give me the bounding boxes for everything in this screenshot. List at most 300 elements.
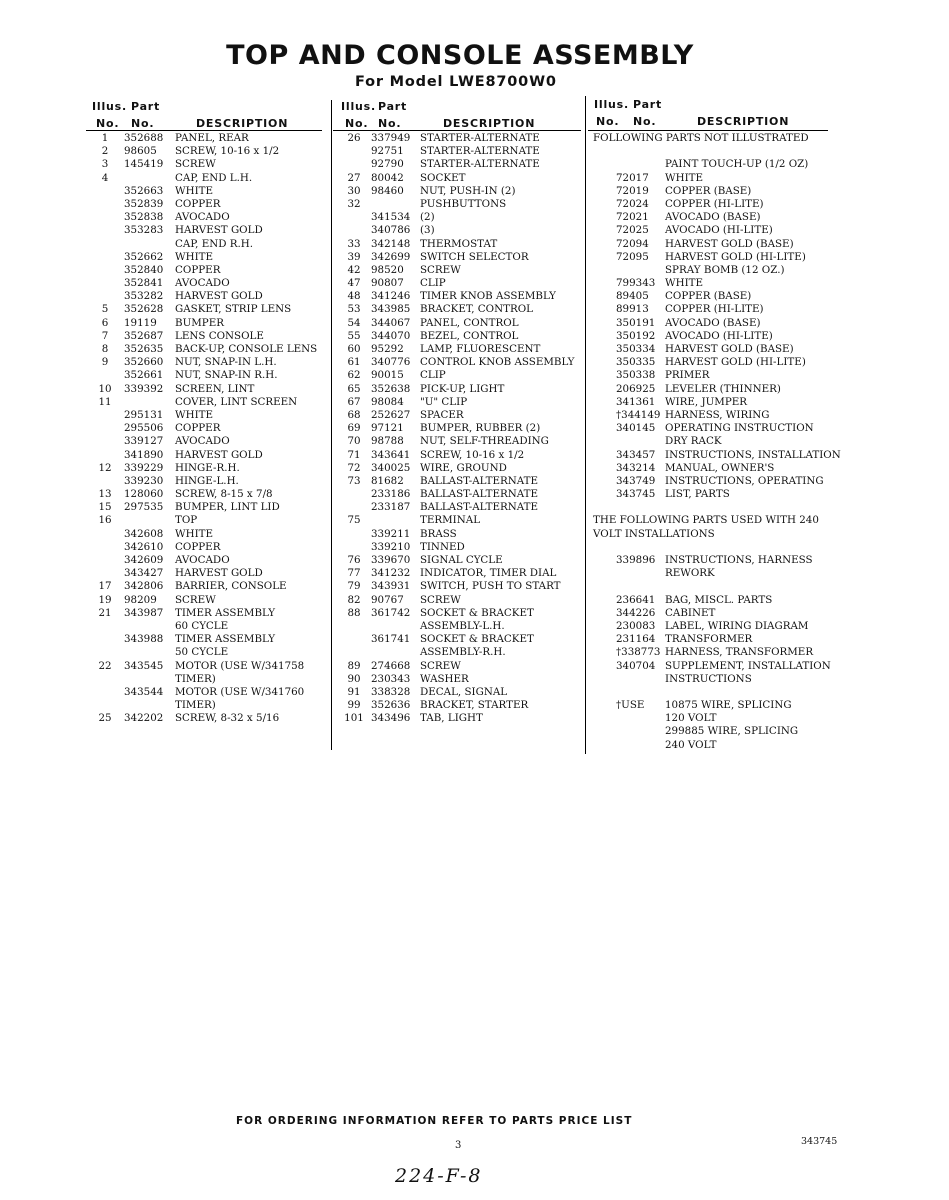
illus-number: 9 xyxy=(101,356,109,369)
part-description: CAP, END R.H. xyxy=(175,237,254,250)
parts-row xyxy=(588,317,833,330)
part-description: INSTRUCTIONS, OPERATING xyxy=(665,474,824,487)
parts-row xyxy=(588,448,841,462)
parts-row xyxy=(588,303,833,316)
illus-number: 68 xyxy=(347,408,361,421)
parts-row xyxy=(588,514,833,527)
parts-row xyxy=(86,409,326,422)
parts-row xyxy=(86,343,326,356)
parts-list xyxy=(588,132,841,752)
parts-row xyxy=(588,488,833,501)
part-number: 230083 xyxy=(616,619,656,632)
part-number: 350192 xyxy=(616,329,656,342)
parts-row xyxy=(86,435,326,448)
parts-row xyxy=(333,303,585,316)
part-description: HARVEST GOLD xyxy=(175,224,263,237)
parts-row xyxy=(333,251,585,264)
part-number: 80042 xyxy=(371,171,404,184)
part-number: 72094 xyxy=(616,237,649,250)
part-description: LENS CONSOLE xyxy=(175,329,264,342)
illus-number: 5 xyxy=(101,303,109,316)
parts-row xyxy=(588,594,833,607)
part-description: SUPPLEMENT, INSTALLATION xyxy=(665,659,831,672)
part-description: TIMER ASSEMBLY xyxy=(175,633,275,646)
parts-row xyxy=(588,172,833,185)
part-description: SCREW xyxy=(175,158,216,171)
part-description: COPPER xyxy=(175,197,221,210)
part-number: 97121 xyxy=(371,422,404,435)
parts-row xyxy=(333,330,585,343)
parts-row xyxy=(86,356,326,369)
parts-row xyxy=(333,567,585,580)
part-description: INSTRUCTIONS, INSTALLATION xyxy=(665,448,841,461)
parts-row xyxy=(333,488,585,501)
part-description: 240 VOLT xyxy=(665,738,717,751)
parts-row xyxy=(588,739,833,752)
part-number: 344067 xyxy=(371,316,411,329)
part-description: (2) xyxy=(420,211,435,224)
part-description: STARTER-ALTERNATE xyxy=(420,132,540,144)
part-description: TIMER) xyxy=(175,672,216,685)
illus-number: 67 xyxy=(347,395,361,408)
parts-row xyxy=(333,475,585,488)
part-number: 352687 xyxy=(124,329,164,342)
part-description: GASKET, STRIP LENS xyxy=(175,303,292,316)
part-description: COVER, LINT SCREEN xyxy=(175,395,298,408)
part-description: DECAL, SIGNAL xyxy=(420,685,508,698)
illus-number: 39 xyxy=(347,250,361,263)
part-label: Part xyxy=(378,100,408,113)
part-number: 341361 xyxy=(616,395,656,408)
part-description: AVOCADO (BASE) xyxy=(665,316,761,329)
parts-row xyxy=(588,435,833,448)
part-description: HARVEST GOLD xyxy=(175,290,263,303)
parts-row xyxy=(588,369,833,382)
part-description: NUT, SNAP-IN L.H. xyxy=(175,356,277,369)
part-description: AVOCADO (BASE) xyxy=(665,211,761,224)
part-number: 342806 xyxy=(124,580,164,593)
part-number: 352841 xyxy=(124,277,164,290)
part-description: BUMPER xyxy=(175,316,224,329)
part-description: COPPER (HI-LITE) xyxy=(665,197,764,210)
illus-number: 79 xyxy=(347,580,361,593)
illus-number: 32 xyxy=(347,197,361,210)
parts-row xyxy=(86,330,326,343)
parts-row xyxy=(333,646,585,659)
illus-number: 82 xyxy=(347,593,361,606)
parts-row xyxy=(333,607,585,620)
parts-row xyxy=(333,396,585,409)
parts-row xyxy=(86,369,326,382)
part-description: HARNESS, TRANSFORMER xyxy=(665,646,814,659)
parts-row xyxy=(333,145,585,158)
parts-row xyxy=(86,567,326,580)
part-number: 339670 xyxy=(371,554,411,566)
parts-row xyxy=(333,224,585,237)
illus-label: Illus. xyxy=(594,98,629,111)
part-description: CAP, END L.H. xyxy=(175,171,253,184)
parts-row xyxy=(86,132,326,145)
part-number: 339392 xyxy=(124,382,164,395)
parts-row xyxy=(86,251,326,264)
parts-row xyxy=(333,369,585,382)
column-header xyxy=(86,98,326,132)
illus-number: 22 xyxy=(98,659,112,672)
part-number: 81682 xyxy=(371,474,404,487)
part-description: PAINT TOUCH-UP (1/2 OZ) xyxy=(665,158,809,171)
part-number: 341534 xyxy=(371,211,411,224)
parts-row xyxy=(588,501,833,514)
parts-row xyxy=(86,396,326,409)
illus-number: 77 xyxy=(347,567,361,580)
parts-row xyxy=(588,554,833,567)
parts-row xyxy=(588,198,833,211)
part-description: STARTER-ALTERNATE xyxy=(420,145,540,158)
part-description: SPACER xyxy=(420,408,464,421)
parts-row xyxy=(588,330,833,343)
parts-column-2 xyxy=(333,98,585,725)
part-description: HARVEST GOLD (HI-LITE) xyxy=(665,250,806,263)
illus-number: 73 xyxy=(347,474,361,487)
part-number: 340704 xyxy=(616,659,656,672)
illus-number: 71 xyxy=(347,448,361,461)
part-description: SCREW, 10-16 x 1/2 xyxy=(420,448,525,461)
part-number: 352662 xyxy=(124,250,164,263)
part-description: INSTRUCTIONS xyxy=(665,672,752,685)
part-number: 343985 xyxy=(371,303,411,316)
illus-number: 101 xyxy=(344,712,364,725)
parts-row xyxy=(588,607,833,620)
part-number: 295506 xyxy=(124,422,164,435)
part-number: 352838 xyxy=(124,211,164,224)
part-number: 344226 xyxy=(616,606,656,619)
part-description: SPRAY BOMB (12 OZ.) xyxy=(665,263,785,276)
part-description: BACK-UP, CONSOLE LENS xyxy=(175,343,318,355)
part-number: 128060 xyxy=(124,488,164,501)
part-description: PICK-UP, LIGHT xyxy=(420,382,505,395)
parts-row xyxy=(333,712,585,725)
part-number: 350334 xyxy=(616,343,656,355)
parts-row xyxy=(588,475,833,488)
part-description: HINGE-L.H. xyxy=(175,474,239,487)
part-number: 295131 xyxy=(124,408,164,421)
part-number: 341246 xyxy=(371,290,411,303)
parts-row xyxy=(333,238,585,251)
parts-row xyxy=(588,462,833,475)
part-description: MANUAL, OWNER'S xyxy=(665,461,775,474)
illus-number: 25 xyxy=(98,712,112,725)
illus-number: 1 xyxy=(101,132,109,144)
illus-number: 91 xyxy=(347,685,361,698)
illus-number: 12 xyxy=(98,461,112,474)
part-number: 92790 xyxy=(371,158,404,171)
parts-row xyxy=(86,475,326,488)
part-number: 72095 xyxy=(616,250,649,263)
no-label: No. xyxy=(345,117,369,130)
part-number: 90807 xyxy=(371,277,404,290)
illus-number: 75 xyxy=(347,514,361,527)
parts-row xyxy=(588,725,833,738)
page-number: 3 xyxy=(455,1140,462,1151)
part-number: 343545 xyxy=(124,659,164,672)
parts-row xyxy=(333,686,585,699)
parts-row xyxy=(86,383,326,396)
illus-number: 47 xyxy=(347,277,361,290)
part-description: PUSHBUTTONS xyxy=(420,197,507,210)
part-description: SCREEN, LINT xyxy=(175,382,255,395)
parts-row xyxy=(86,620,326,633)
part-number: 252627 xyxy=(371,408,411,421)
part-description: TAB, LIGHT xyxy=(420,712,483,725)
part-description: COPPER (BASE) xyxy=(665,184,752,197)
illus-number: 4 xyxy=(101,171,109,184)
part-number: 98605 xyxy=(124,145,157,158)
parts-row xyxy=(86,514,326,527)
parts-row xyxy=(588,251,833,264)
part-number: 350335 xyxy=(616,356,656,369)
parts-list xyxy=(86,132,326,725)
part-number: 339229 xyxy=(124,461,164,474)
part-description: 120 VOLT xyxy=(665,712,717,725)
parts-row xyxy=(333,343,585,356)
part-description: BRACKET, STARTER xyxy=(420,699,529,712)
parts-row xyxy=(86,660,326,673)
part-description: "U" CLIP xyxy=(420,395,468,408)
part-description: BUMPER, LINT LID xyxy=(175,501,280,514)
part-description: MOTOR (USE W/341760 xyxy=(175,685,305,698)
part-number: 352840 xyxy=(124,263,164,276)
part-number: †USE xyxy=(616,699,645,712)
parts-row xyxy=(588,211,833,224)
part-number: 95292 xyxy=(371,343,404,355)
parts-row xyxy=(588,145,833,158)
part-description: ASSEMBLY-R.H. xyxy=(420,646,506,659)
part-description: HARNESS, WIRING xyxy=(665,408,770,421)
column-header xyxy=(588,98,833,132)
part-description: TIMER ASSEMBLY xyxy=(175,606,275,619)
part-description: HARVEST GOLD xyxy=(175,448,263,461)
parts-row xyxy=(333,435,585,448)
part-description: COPPER xyxy=(175,422,221,435)
illus-number: 2 xyxy=(101,145,109,158)
parts-row xyxy=(588,633,833,646)
part-description: SCREW, 8-15 x 7/8 xyxy=(175,488,273,501)
parts-row xyxy=(333,620,585,633)
part-number: 89405 xyxy=(616,290,649,303)
description-label: DESCRIPTION xyxy=(443,117,536,130)
part-number: 72019 xyxy=(616,184,649,197)
part-label: Part xyxy=(633,98,663,111)
part-number: 339127 xyxy=(124,435,164,448)
part-description: (3) xyxy=(420,224,435,237)
part-number: 353283 xyxy=(124,224,164,237)
parts-row xyxy=(588,646,833,659)
parts-row xyxy=(588,673,833,686)
no-label: No. xyxy=(96,117,120,130)
no-label: No. xyxy=(596,115,620,128)
parts-row xyxy=(588,343,833,356)
part-number: 98209 xyxy=(124,593,157,606)
parts-row xyxy=(333,409,585,422)
part-number: †338773 xyxy=(616,646,661,659)
column-divider xyxy=(331,100,332,750)
part-number: 352638 xyxy=(371,382,411,395)
part-number: 343214 xyxy=(616,461,656,474)
parts-row xyxy=(588,238,833,251)
part-number: 352661 xyxy=(124,369,164,382)
part-description: DRY RACK xyxy=(665,435,722,448)
parts-row xyxy=(86,686,326,699)
illus-label: Illus. xyxy=(92,100,127,113)
part-number: 352628 xyxy=(124,303,164,316)
handwritten-note: 224-F-8 xyxy=(395,1165,483,1187)
part-number: 343988 xyxy=(124,633,164,646)
part-description: 60 CYCLE xyxy=(175,619,229,632)
parts-row xyxy=(333,158,585,171)
part-description: PRIMER xyxy=(665,369,710,382)
part-description: TOP xyxy=(175,514,198,527)
part-description: TERMINAL xyxy=(420,514,481,527)
part-description: WHITE xyxy=(175,250,214,263)
part-number: 341890 xyxy=(124,448,164,461)
part-number: 233186 xyxy=(371,488,411,501)
illus-number: 90 xyxy=(347,672,361,685)
part-description: AVOCADO (HI-LITE) xyxy=(665,224,773,237)
illus-number: 65 xyxy=(347,382,361,395)
part-number: 233187 xyxy=(371,501,411,514)
illus-number: 27 xyxy=(347,171,361,184)
illus-number: 26 xyxy=(347,132,361,144)
part-description: INDICATOR, TIMER DIAL xyxy=(420,567,557,580)
part-number: 72025 xyxy=(616,224,649,237)
description-label: DESCRIPTION xyxy=(196,117,289,130)
parts-row xyxy=(588,580,833,593)
part-description: ASSEMBLY-L.H. xyxy=(420,619,505,632)
parts-row xyxy=(333,211,585,224)
part-description: BRACKET, CONTROL xyxy=(420,303,533,316)
illus-number: 7 xyxy=(101,329,109,342)
parts-row xyxy=(333,422,585,435)
part-description: NUT, PUSH-IN (2) xyxy=(420,184,516,197)
part-number: 98460 xyxy=(371,184,404,197)
parts-row xyxy=(86,317,326,330)
part-description: WHITE xyxy=(175,527,214,540)
part-number: 350191 xyxy=(616,316,656,329)
parts-row xyxy=(588,396,833,409)
part-number: 231164 xyxy=(616,633,656,646)
parts-row xyxy=(86,673,326,686)
parts-row xyxy=(588,712,833,725)
illus-number: 33 xyxy=(347,237,361,250)
part-number: 89913 xyxy=(616,303,649,316)
part-description: THERMOSTAT xyxy=(420,237,498,250)
document-number: 343745 xyxy=(801,1136,838,1147)
part-description: MOTOR (USE W/341758 xyxy=(175,659,305,672)
parts-row xyxy=(333,594,585,607)
parts-row xyxy=(86,607,326,620)
no-label: No. xyxy=(378,117,402,130)
part-number: 342699 xyxy=(371,250,411,263)
part-number: 19119 xyxy=(124,316,157,329)
illus-number: 11 xyxy=(98,395,112,408)
header-rule xyxy=(333,130,581,131)
part-description: HARVEST GOLD xyxy=(175,567,263,580)
parts-row xyxy=(86,541,326,554)
column-divider xyxy=(585,96,586,754)
part-number: 297535 xyxy=(124,501,164,514)
parts-row xyxy=(588,185,833,198)
part-number: 342610 xyxy=(124,540,164,553)
parts-row xyxy=(86,580,326,593)
parts-row xyxy=(588,277,833,290)
illus-label: Illus. xyxy=(341,100,376,113)
part-number: 352839 xyxy=(124,197,164,210)
parts-column-1 xyxy=(86,98,326,725)
part-description: WHITE xyxy=(665,171,704,184)
part-description: LAMP, FLUORESCENT xyxy=(420,343,541,355)
parts-row xyxy=(86,422,326,435)
illus-number: 48 xyxy=(347,290,361,303)
illus-number: 17 xyxy=(98,580,112,593)
parts-row xyxy=(588,383,833,396)
part-number: 340025 xyxy=(371,461,411,474)
parts-row xyxy=(333,449,585,462)
illus-number: 69 xyxy=(347,422,361,435)
part-description: SCREW xyxy=(420,659,461,672)
part-number: 343457 xyxy=(616,448,656,461)
illus-number: 55 xyxy=(347,329,361,342)
part-description: CABINET xyxy=(665,606,716,619)
part-description: SCREW xyxy=(420,263,461,276)
illus-number: 72 xyxy=(347,461,361,474)
part-number: 98520 xyxy=(371,263,404,276)
part-description: SCREW, 10-16 x 1/2 xyxy=(175,145,280,158)
parts-row xyxy=(333,264,585,277)
part-description: BALLAST-ALTERNATE xyxy=(420,501,539,514)
part-description: CLIP xyxy=(420,277,446,290)
part-description: SCREW xyxy=(175,593,216,606)
part-description: AVOCADO xyxy=(175,211,230,224)
parts-row xyxy=(333,699,585,712)
part-number: 206925 xyxy=(616,382,656,395)
illus-number: 88 xyxy=(347,606,361,619)
part-number: 342202 xyxy=(124,712,164,725)
part-description: SWITCH SELECTOR xyxy=(420,250,529,263)
parts-row xyxy=(333,462,585,475)
part-description: HARVEST GOLD (BASE) xyxy=(665,237,794,250)
part-number: 72024 xyxy=(616,197,649,210)
part-description: NUT, SELF-THREADING xyxy=(420,435,549,448)
part-number: 343745 xyxy=(616,488,656,501)
parts-row xyxy=(86,712,326,725)
parts-row xyxy=(333,580,585,593)
part-number: 230343 xyxy=(371,672,411,685)
part-description: SCREW, 8-32 x 5/16 xyxy=(175,712,280,725)
parts-row xyxy=(333,356,585,369)
description-label: DESCRIPTION xyxy=(697,115,790,128)
parts-row xyxy=(588,409,833,422)
part-description: COPPER xyxy=(175,540,221,553)
part-number: 339230 xyxy=(124,474,164,487)
part-number: 352660 xyxy=(124,356,164,369)
part-description: AVOCADO xyxy=(175,554,230,566)
part-number: 342609 xyxy=(124,554,164,566)
illus-number: 61 xyxy=(347,356,361,369)
illus-number: 6 xyxy=(101,316,109,329)
parts-row xyxy=(588,620,833,633)
illus-number: 21 xyxy=(98,606,112,619)
part-description: SOCKET xyxy=(420,171,466,184)
